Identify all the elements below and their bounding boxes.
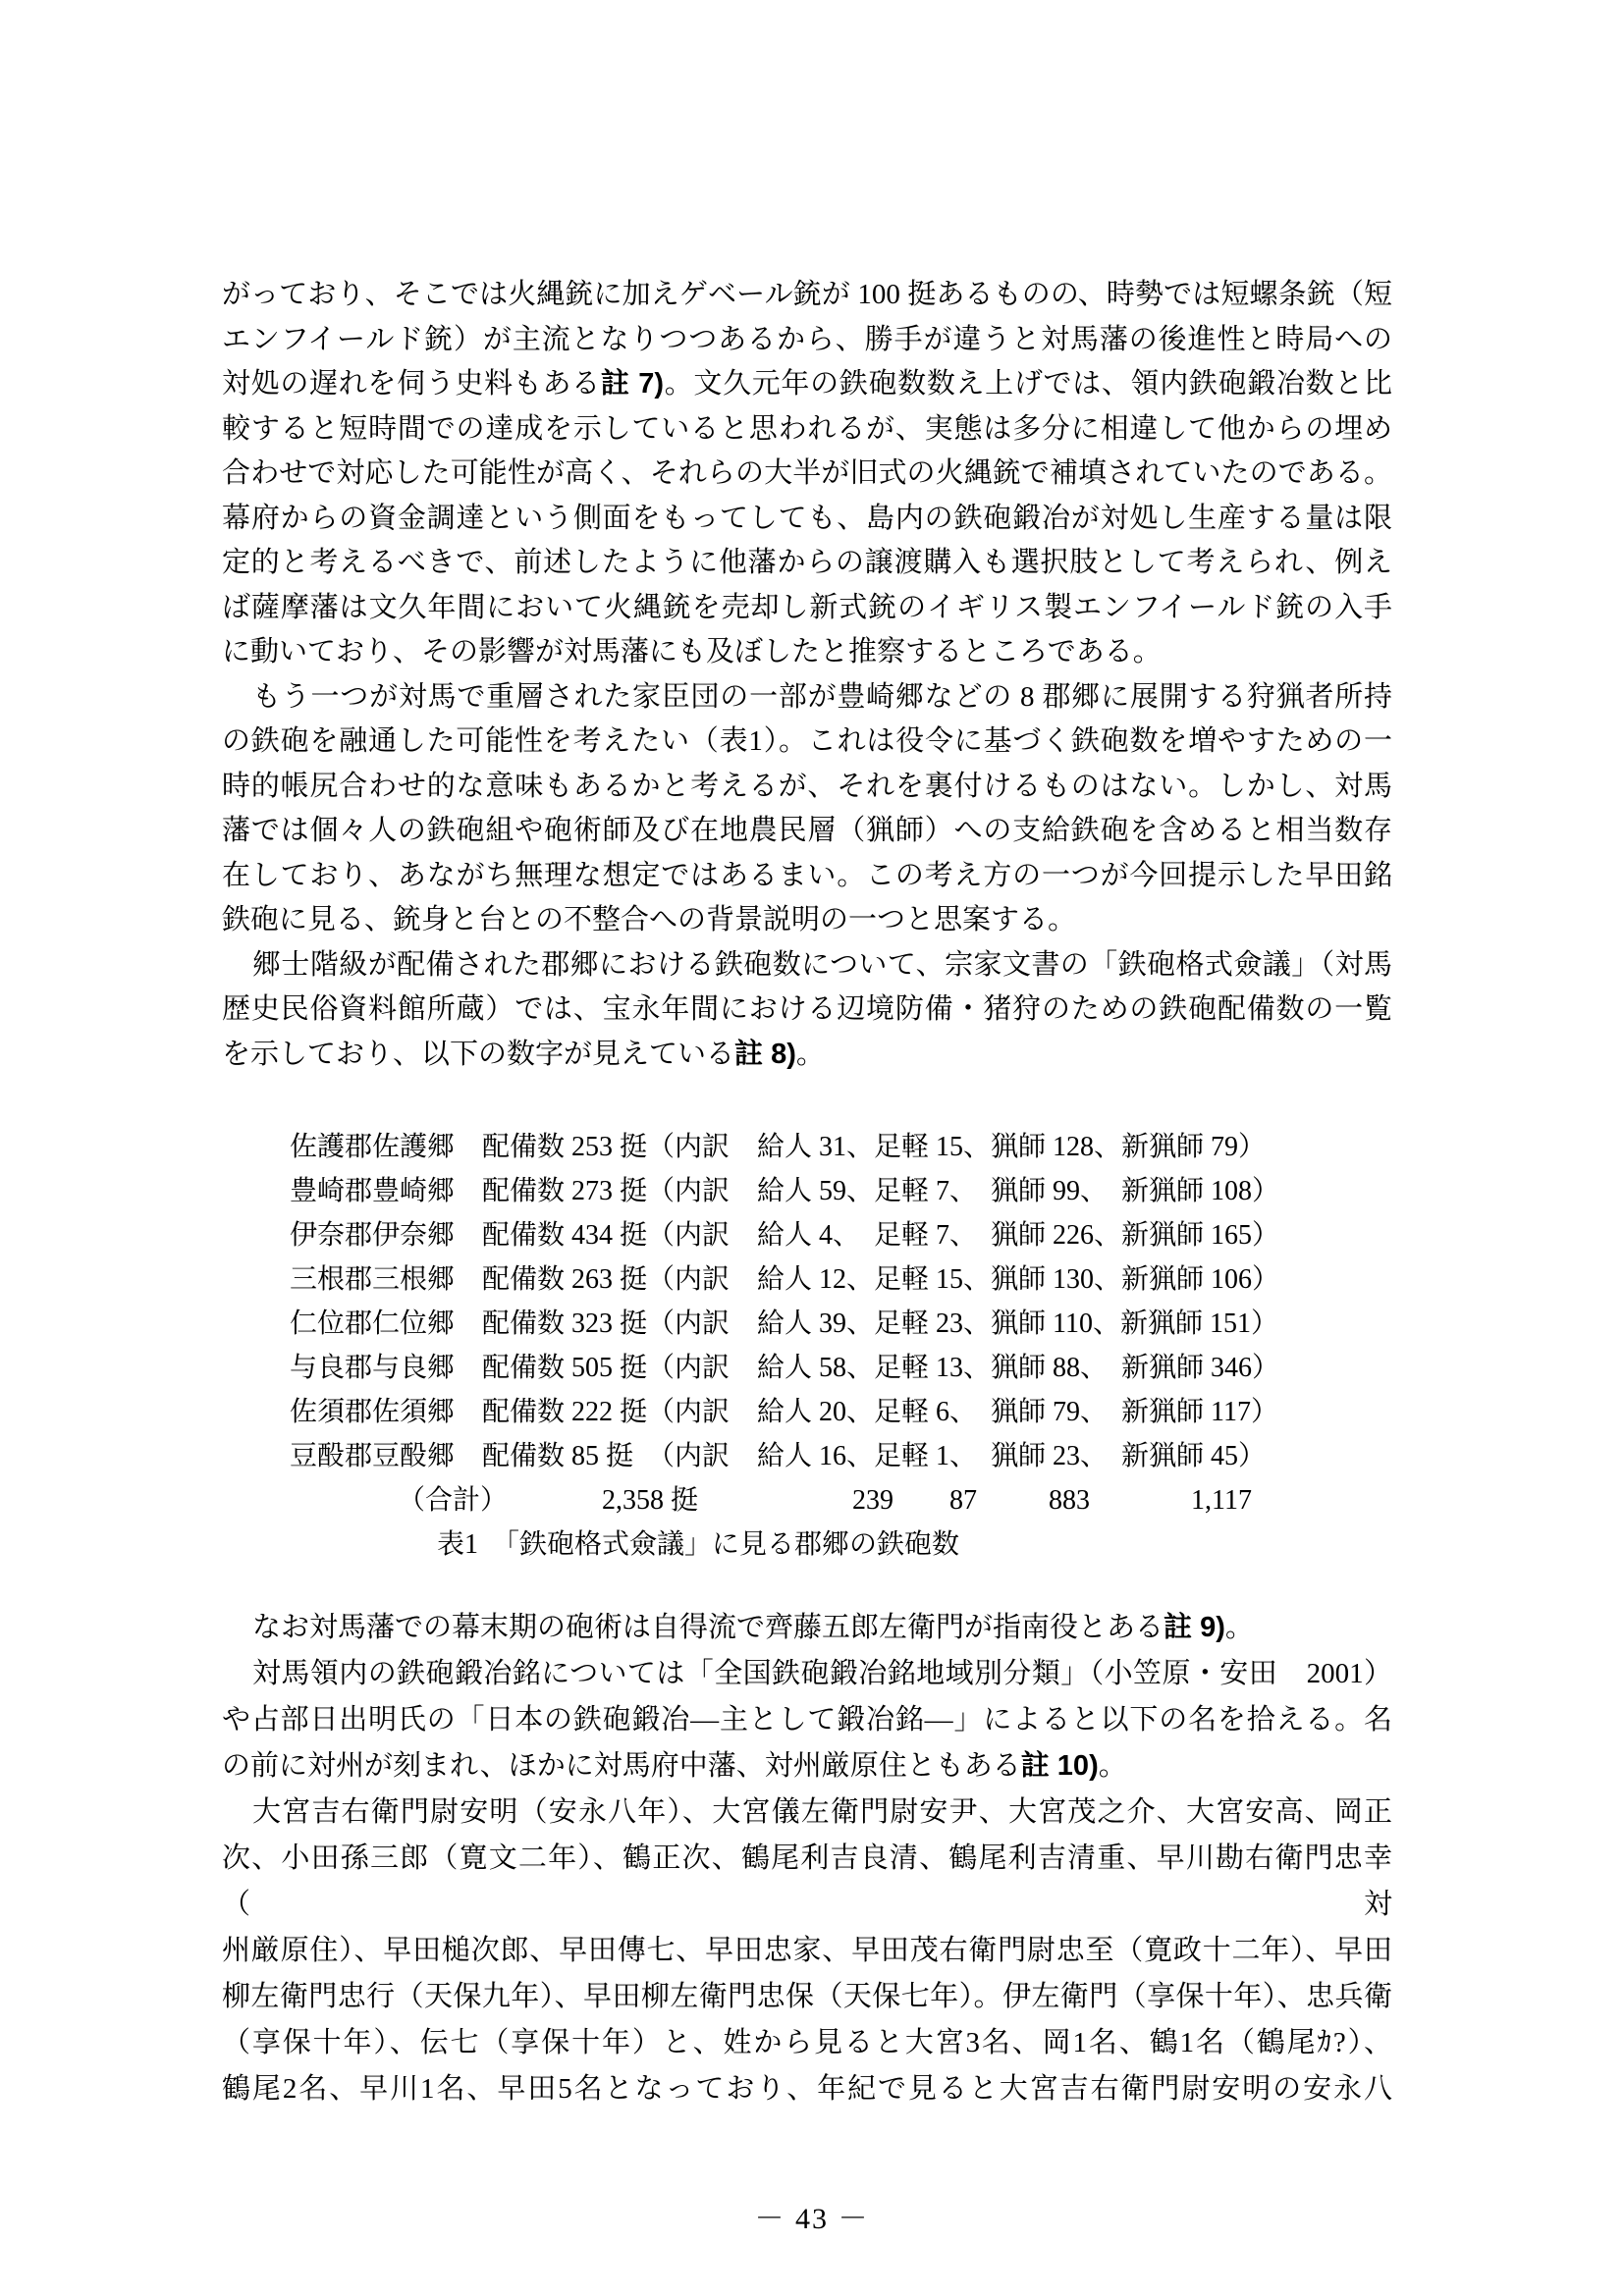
paragraph-2: [222, 675, 1392, 943]
text-line: 幕府からの資金調達という側面をもってしても、島内の鉄砲鍛冶が対処し生産する量は限: [222, 502, 1392, 534]
text-line: ば薩摩藩は文久年間において火縄銃を売却し新式銃のイギリス製エンフイールド銃の入手: [222, 591, 1392, 623]
table-total-row: [290, 1478, 1429, 1522]
text-line: 大宮吉右衛門尉安明（安永八年）、大宮儀左衛門尉安尹、大宮茂之介、大宮安高、岡正: [252, 1796, 1392, 1828]
paragraph-1: [222, 273, 1392, 675]
paragraph-3: [222, 943, 1392, 1078]
total-guns: 2,358 挺: [602, 1485, 699, 1516]
text-line: 藩では個々人の鉄砲組や砲術師及び在地農民層（猟師）への支給鉄砲を含めると相当数存: [222, 815, 1392, 846]
total-label: （合計）: [398, 1485, 509, 1516]
text-line: 時的帳尻合わせ的な意味もあるかと考えるが、それを裏付けるものはない。しかし、対馬: [222, 770, 1392, 802]
table-caption: 表1 「鉄砲格式僉議」に見る郡郷の鉄砲数: [437, 1529, 960, 1560]
text-line: 鶴尾2名、早川1名、早田5名となっており、年紀で見ると大宮吉右衛門尉安明の安永八: [222, 2073, 1392, 2105]
text-line: がっており、そこでは火縄銃に加えゲベール銃が 100 挺あるものの、時勢では短螺条銃（短: [222, 279, 1392, 310]
text-line: の鉄砲を融通した可能性を考えたい（表1）。これは役令に基づく鉄砲数を増やすための一: [222, 725, 1392, 757]
table-row: 豆酘郡豆酘郷 配備数 85 挺 （内訳 給人 16、足軽 1、 猟師 23、 新猟師 45）: [290, 1441, 1267, 1471]
text-line: を示しており、以下の数字が見えている註 8)。: [222, 1038, 825, 1070]
table-row: 仁位郡仁位郷 配備数 323 挺（内訳 給人 39、足軽 23、猟師 110、新猟師 151）: [290, 1308, 1278, 1339]
paragraph-6: [222, 1789, 1392, 2112]
text-line: 合わせで対応した可能性が高く、それらの大半が旧式の火縄銃で補填されていたのである。: [222, 457, 1392, 489]
page-number: － 43 －: [754, 2203, 870, 2235]
text-line: 歴史民俗資料館所蔵）では、宝永年間における辺境防備・猪狩のための鉄砲配備数の一覧: [222, 993, 1392, 1025]
paragraph-4: [222, 1605, 1392, 1651]
text-line: エンフイールド銃）が主流となりつつあるから、勝手が違うと対馬藩の後進性と時局への: [222, 323, 1392, 355]
table-row: 佐須郡佐須郷 配備数 222 挺（内訳 給人 20、足軽 6、 猟師 79、 新猟師 117）: [290, 1397, 1278, 1427]
gun-allocation-table: [290, 1125, 1429, 1567]
text-line: 対処の遅れを伺う史料もある註 7)。文久元年の鉄砲数数え上げでは、領内鉄砲鍛冶数と比: [222, 368, 1392, 400]
text-line: 定的と考えるべきで、前述したように他藩からの譲渡購入も選択肢として考えられ、例え: [222, 547, 1392, 578]
text-line: もう一つが対馬で重層された家臣団の一部が豊崎郷などの 8 郡郷に展開する狩猟者所持: [252, 680, 1392, 713]
table-row: 佐護郡佐護郷 配備数 253 挺（内訳 給人 31、足軽 15、猟師 128、新猟師 79）: [290, 1132, 1267, 1162]
total-shinryoshi: 1,117: [1191, 1485, 1252, 1516]
text-line: の前に対州が刻まれ、ほかに対馬府中藩、対州厳原住ともある註 10)。: [222, 1750, 1127, 1782]
text-line: 較すると短時間での達成を示していると思われるが、実態は多分に相違して他からの埋め: [222, 412, 1392, 445]
upper-text-block: [222, 273, 1392, 1077]
text-line: なお対馬藩での幕末期の砲術は自得流で齊藤五郎左衛門が指南役とある註 9)。: [252, 1612, 1254, 1643]
table-row: 豊崎郡豊崎郷 配備数 273 挺（内訳 給人 59、足軽 7、 猟師 99、 新猟師 108）: [290, 1176, 1280, 1206]
text-line: 対馬領内の鉄砲鍛冶銘については「全国鉄砲鍛冶銘地域別分類」（小笠原・安田 2001）: [252, 1658, 1392, 1689]
total-ryoshi: 883: [1049, 1485, 1090, 1516]
text-line: 次、小田孫三郎（寛文二年）、鶴正次、鶴尾利吉良清、鶴尾利吉清重、早川勘右衛門忠幸（対: [222, 1842, 1392, 1920]
total-ashigaru: 87: [949, 1485, 977, 1516]
paragraph-5: [222, 1651, 1392, 1789]
table-row: 三根郡三根郷 配備数 263 挺（内訳 給人 12、足軽 15、猟師 130、新猟師 106）: [290, 1264, 1280, 1295]
total-kyunin: 239: [852, 1485, 893, 1516]
text-line: 州厳原住）、早田槌次郎、早田傳七、早田忠家、早田茂右衛門尉忠至（寛政十二年）、早田: [222, 1935, 1392, 1966]
text-line: に動いており、その影響が対馬藩にも及ぼしたと推察するところである。: [222, 636, 1162, 667]
text-line: （享保十年）、伝七（享保十年）と、姓から見ると大宮3名、岡1名、鶴1名（鶴尾ｶ?）、: [222, 2027, 1392, 2058]
text-line: 柳左衛門忠行（天保九年）、早田柳左衛門忠保（天保七年）。伊左衛門（享保十年）、忠兵衛: [222, 1981, 1392, 2012]
text-line: 在しており、あながち無理な想定ではあるまい。この考え方の一つが今回提示した早田銘: [222, 859, 1392, 891]
lower-text-block: [222, 1605, 1392, 2112]
table-row: 与良郡与良郷 配備数 505 挺（内訳 給人 58、足軽 13、猟師 88、 新猟師 346）: [290, 1353, 1280, 1383]
table-row: 伊奈郡伊奈郷 配備数 434 挺（内訳 給人 4、 足軽 7、 猟師 226、新猟師 165）: [290, 1220, 1280, 1251]
text-line: や占部日出明氏の「日本の鉄砲鍛冶―主として鍛冶銘―」によると以下の名を拾える。名: [222, 1704, 1392, 1735]
text-line: 郷士階級が配備された郡郷における鉄砲数について、宗家文書の「鉄砲格式僉議」（対馬: [252, 948, 1392, 981]
text-line: 鉄砲に見る、銃身と台との不整合への背景説明の一つと思案する。: [222, 904, 1077, 935]
